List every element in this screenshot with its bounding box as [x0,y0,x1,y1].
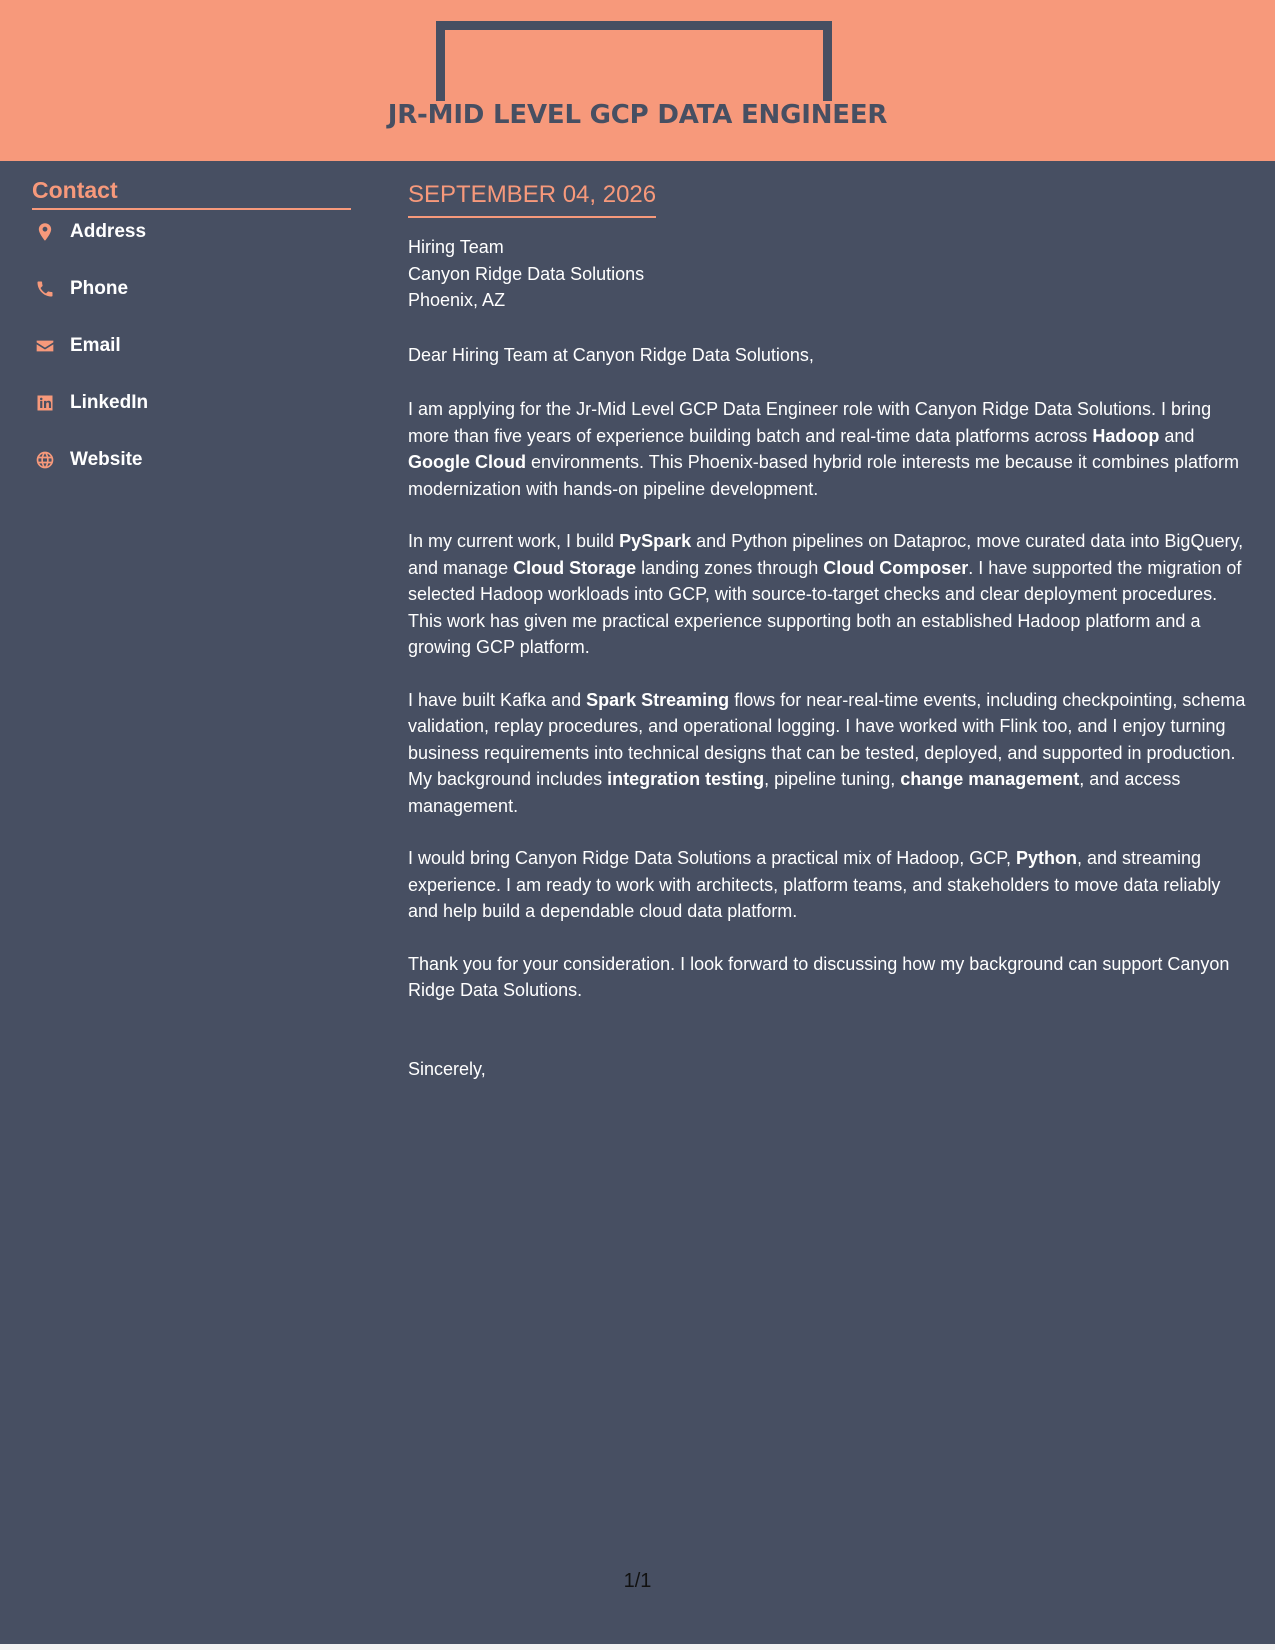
contact-label-website: Website [70,448,143,470]
paragraph-text: . I have supported the migration of selected Hadoop workloads into GCP, with source-to-target checks and clear deployment procedures. This work has given me practical experience supporting both an established Hadoop platform and a growing GCP platform. [408,557,1242,657]
page-bottom-edge [0,1644,1275,1650]
contact-list [32,204,351,488]
header-banner [0,0,1275,161]
highlighted-keyword: Cloud Storage [513,557,637,578]
envelope-icon [32,333,58,359]
title-bracket-decoration [436,21,832,101]
contact-label-email: Email [70,334,121,356]
highlighted-keyword: Python [1016,848,1077,868]
highlighted-keyword: Hadoop [1092,425,1160,446]
page-number: 1/1 [623,1570,652,1592]
letter-paragraph [408,396,1254,502]
paragraph-text: , and streaming experience. I am ready to work with architects, platform teams, and stakeholders to move data reliably and help build a dependable cloud data platform. [408,848,1221,921]
contact-label-phone: Phone [70,277,129,299]
job-title: JR-MID LEVEL GCP DATA ENGINEER [387,100,888,130]
highlighted-keyword: integration testing [607,769,765,789]
paragraph-text: Thank you for your consideration. I look forward to discussing how my background can support Canyon Ridge Data Solutions. [408,953,1230,1000]
letter-paragraph [408,528,1254,661]
letter-paragraph [408,845,1254,925]
contact-label-linkedin: LinkedIn [70,391,149,413]
recipient-name: Hiring Team [408,237,504,257]
paragraph-text: landing zones through [636,557,824,578]
highlighted-keyword: Cloud Composer [823,557,969,578]
contact-heading: Contact [32,176,351,210]
paragraph-text: and [1159,425,1195,446]
closing: Sincerely, [408,1058,486,1079]
highlighted-keyword: Google Cloud [408,452,526,472]
paragraph-text: flows for near-real-time events, including checkpointing, schema validation, replay procedures, and operational logging. I have worked with Flink too, and I enjoy turning business requirements into technical designs that can be tested, deployed, and supported in production. My background includes [408,689,1246,789]
contact-item-phone [32,260,351,317]
paragraph-text: I have built Kafka and [408,689,587,710]
paragraph-text: , and access management. [408,769,1181,816]
letter-paragraph [408,951,1254,1004]
highlighted-keyword: PySpark [619,531,692,551]
paragraph-text: and Python pipelines on Dataproc, move curated data into BigQuery, and manage [408,531,1244,578]
recipient-company: Canyon Ridge Data Solutions [408,263,645,284]
paragraph-text: I am applying for the Jr-Mid Level GCP Data Engineer role with Canyon Ridge Data Solutions. I bring more than five years of experience building batch and real-time data platforms across [408,399,1212,446]
highlighted-keyword: change management [900,769,1080,789]
contact-item-email [32,317,351,374]
recipient-block [408,234,1254,314]
paragraph-text: , pipeline tuning, [764,769,901,789]
contact-item-address [32,204,351,260]
highlighted-keyword: Spark Streaming [586,689,730,710]
salutation: Dear Hiring Team at Canyon Ridge Data Solutions, [408,344,814,365]
letter-date: SEPTEMBER 04, 2026 [408,178,656,218]
location-pin-icon [32,219,58,245]
recipient-location: Phoenix, AZ [408,290,506,310]
paragraph-text: I would bring Canyon Ridge Data Solutions a practical mix of Hadoop, GCP, [408,848,1016,868]
contact-item-website [32,431,351,488]
paragraph-text: environments. This Phoenix-based hybrid role interests me because it combines platform modernization with hands-on pipeline development. [408,452,1239,499]
paragraph-text: In my current work, I build [408,531,620,551]
linkedin-icon [32,390,58,416]
contact-label-address: Address [70,221,147,242]
letter-paragraph [408,687,1254,820]
globe-icon [32,447,58,473]
contact-item-linkedin [32,374,351,431]
letter-paragraphs [408,396,1254,1004]
letter-body [408,178,1254,1082]
contact-sidebar [32,176,351,488]
phone-icon [32,276,58,302]
